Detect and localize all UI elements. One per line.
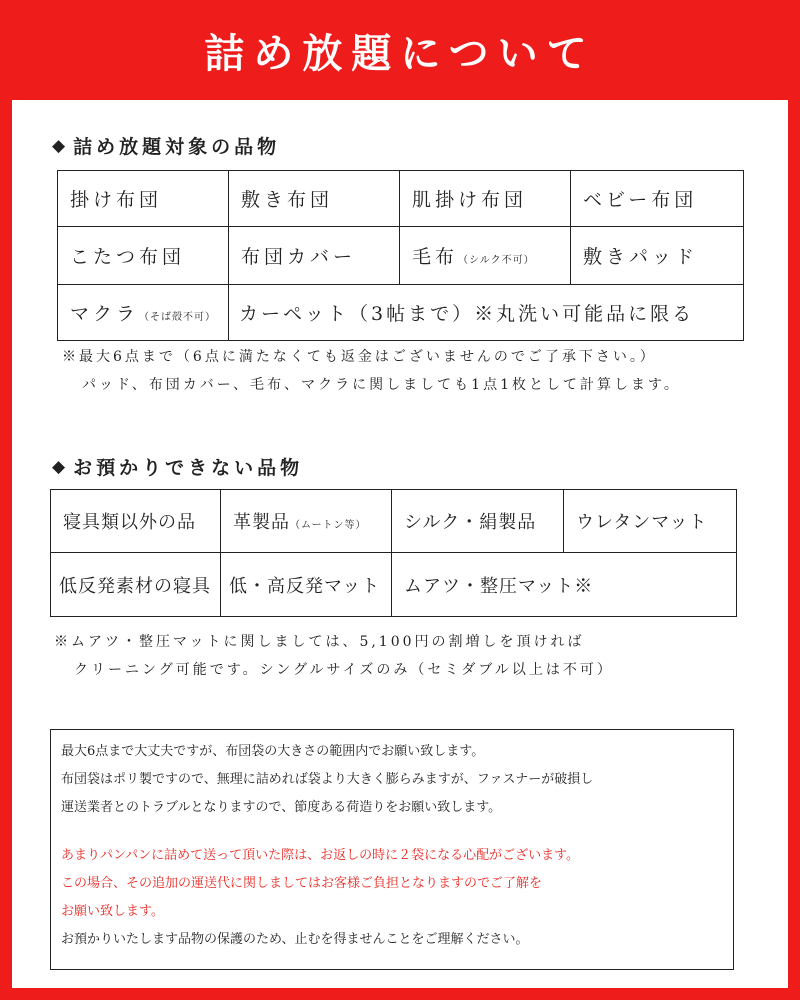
excluded-item-cell: 革製品（ムートン等） [221, 490, 392, 553]
spacer [61, 822, 723, 842]
excluded-item-cell: 低反発素材の寝具 [51, 553, 221, 617]
note-line: クリーニング可能です。シングルサイズのみ（セミダブル以上は不可） [74, 662, 614, 678]
eligible-item-cell: 掛け布団 [58, 171, 229, 227]
eligible-item-cell: 敷き布団 [229, 171, 400, 227]
content-panel [12, 100, 788, 988]
warning-line: あまりパンパンに詰めて送って頂いた際は、お返しの時に２袋になる心配がございます。 [61, 848, 580, 863]
excluded-note [54, 628, 614, 684]
excluded-item-cell: ウレタンマット [564, 490, 737, 553]
eligible-item-cell: 肌掛け布団 [400, 171, 571, 227]
excluded-item-cell: 低・高反発マット [221, 553, 392, 617]
warning-line: この場合、その追加の運送代に関しましてはお客様ご負担となりますのでご了解を [61, 876, 543, 891]
section-excluded-title: お預かりできない品物 [73, 457, 304, 479]
table-row [58, 285, 744, 341]
eligible-item-cell: カーペット（3帖まで）※丸洗い可能品に限る [229, 285, 744, 341]
section-eligible-title-row [52, 132, 280, 159]
cell-note: （シルク不可） [458, 255, 535, 266]
page-title: 詰め放題について [204, 29, 596, 77]
table-row [58, 227, 744, 285]
excluded-item-cell: ムアツ・整圧マット※ [392, 553, 737, 617]
notice-box [50, 729, 734, 970]
header-banner [0, 0, 800, 100]
note-line: ※最大6点まで（6点に満たなくても返金はございませんのでご了承下さい。） [62, 349, 657, 365]
cell-note: （そば殻不可） [139, 312, 217, 323]
diamond-bullet-icon: ◆ [52, 135, 70, 156]
table-row [58, 171, 744, 227]
excluded-item-cell: 寝具類以外の品 [51, 490, 221, 553]
eligible-item-cell: 毛布（シルク不可） [400, 227, 571, 285]
notice-line: 最大6点まで大丈夫ですが、布団袋の大きさの範囲内でお願い致します。 [61, 744, 485, 759]
section-eligible-title: 詰め放題対象の品物 [73, 136, 281, 158]
eligible-items-table [57, 170, 744, 341]
eligible-item-cell: 布団カバー [229, 227, 400, 285]
table-row [51, 553, 737, 617]
note-line: パッド、布団カバー、毛布、マクラに関しましても1点1枚として計算します。 [82, 377, 681, 393]
section-excluded-title-row [52, 453, 303, 480]
diamond-bullet-icon: ◆ [52, 456, 70, 477]
excluded-items-table [50, 489, 737, 617]
table-row [51, 490, 737, 553]
eligible-note [62, 343, 681, 399]
eligible-item-cell: こたつ布団 [58, 227, 229, 285]
excluded-item-cell: シルク・絹製品 [392, 490, 564, 553]
eligible-item-cell: 敷きパッド [571, 227, 744, 285]
notice-line: 布団袋はポリ製ですので、無理に詰めれば袋より大きく膨らみますが、ファスナーが破損し [61, 772, 594, 787]
warning-line: お願い致します。 [61, 904, 164, 919]
closing-line: お預かりいたします品物の保護のため、止むを得ませんことをご理解ください。 [61, 932, 529, 947]
eligible-item-cell: ベビー布団 [571, 171, 744, 227]
cell-note: （ムートン等） [290, 520, 367, 531]
eligible-item-cell: マクラ（そば殻不可） [58, 285, 229, 341]
notice-line: 運送業者とのトラブルとなりますので、節度ある荷造りをお願い致します。 [61, 800, 502, 815]
note-line: ※ムアツ・整圧マットに関しましては、5,100円の割増しを頂ければ [54, 634, 585, 650]
